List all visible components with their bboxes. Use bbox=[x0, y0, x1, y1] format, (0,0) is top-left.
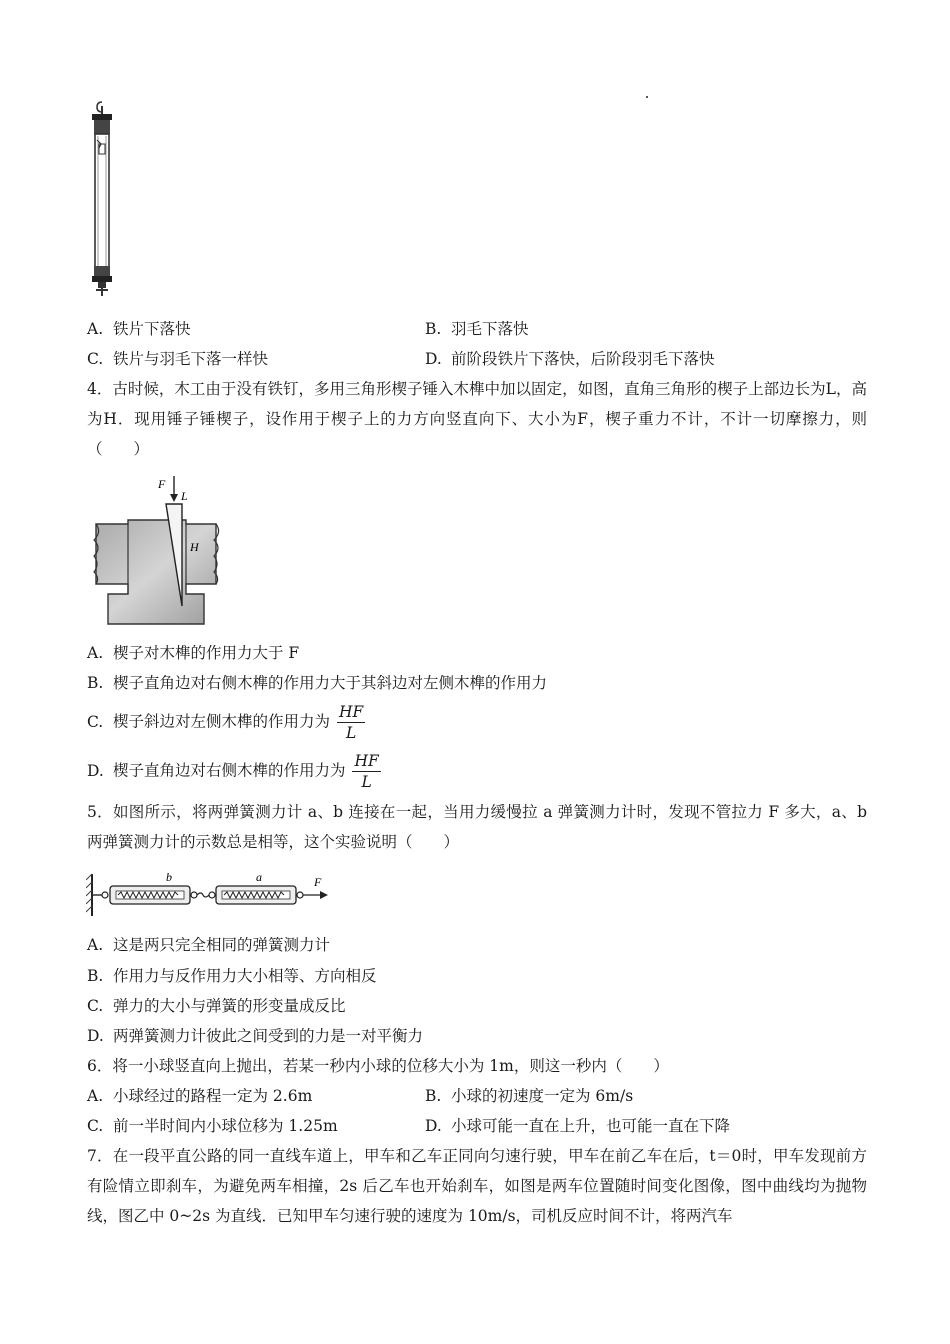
q4-option-c: C. 楔子斜边对左侧木榫的作用力为 $\frac{HF}{L}$ bbox=[87, 703, 364, 742]
spring-scales-figure bbox=[86, 868, 331, 920]
wedge-force-label: F bbox=[158, 477, 166, 491]
q3-option-a: A. 铁片下落快 bbox=[87, 320, 191, 338]
q5-question-text: 5．如图所示，将两弹簧测力计 a、b 连接在一起，当用力缓慢拉 a 弹簧测力计时，发现不管拉力 F 多大，a、b 两弹簧测力计的示数总是相等，这个实验说明（ ） bbox=[87, 803, 867, 851]
q7-question-text: 7．在一段平直公路的同一直线车道上，甲车和乙车正同向匀速行驶，甲车在前乙车在后，t＝0时，甲车发现前方有险情立即刹车，为避免两车相撞，2s 后乙车也开始刹车，如图是两车位置随时间变化图像，图中曲线均为抛物线，图乙中 0~2s 为直线．已知甲车匀速行驶的速度为 10m/s，司机反应时间不计，将两汽车 bbox=[87, 1147, 867, 1225]
q6-option-b: B. 小球的初速度一定为 6m/s bbox=[425, 1087, 634, 1105]
vacuum-tube-figure bbox=[86, 100, 122, 300]
q3-option-c: C. 铁片与羽毛下落一样快 bbox=[87, 350, 269, 368]
q6-option-d: D. 小球可能一直在上升，也可能一直在下降 bbox=[425, 1117, 731, 1135]
q4-option-d: D. 楔子直角边对右侧木榫的作用力为 $\frac{HF}{L}$ bbox=[87, 752, 379, 791]
spring-force-label: F bbox=[314, 875, 322, 889]
q5-option-b: B. 作用力与反作用力大小相等、方向相反 bbox=[87, 967, 377, 985]
q4-option-b: B. 楔子直角边对右侧木榫的作用力大于其斜边对左侧木榫的作用力 bbox=[87, 674, 548, 692]
q3-option-d: D. 前阶段铁片下落快，后阶段羽毛下落快 bbox=[425, 350, 715, 368]
fraction-hf-over-l: $\frac{HF}{L}$ bbox=[338, 703, 364, 742]
q5-option-c: C. 弹力的大小与弹簧的形变量成反比 bbox=[87, 997, 346, 1015]
q4-option-a: A. 楔子对木榫的作用力大于 F bbox=[87, 644, 300, 662]
q6-option-c: C. 前一半时间内小球位移为 1.25m bbox=[87, 1117, 338, 1135]
q4-question-text: 4．古时候，木工由于没有铁钉，多用三角形楔子锤入木榫中加以固定，如图，直角三角形的楔子上部边长为L，高为H．现用锤子锤楔子，设作用于楔子上的力方向竖直向下、大小为F，楔子重力不计，不计一切摩擦力，则（ ） bbox=[87, 380, 867, 458]
q6-question-text: 6．将一小球竖直向上抛出，若某一秒内小球的位移大小为 1m，则这一秒内（ ） bbox=[87, 1057, 669, 1075]
wedge-figure bbox=[86, 468, 226, 628]
q5-option-d: D. 两弹簧测力计彼此之间受到的力是一对平衡力 bbox=[87, 1027, 424, 1045]
stray-dot bbox=[646, 96, 648, 98]
spring-a-label: a bbox=[256, 870, 262, 884]
wedge-top-label: L bbox=[181, 489, 188, 503]
q6-option-a: A. 小球经过的路程一定为 2.6m bbox=[87, 1087, 313, 1105]
q3-option-b: B. 羽毛下落快 bbox=[425, 320, 529, 338]
q5-option-a: A. 这是两只完全相同的弹簧测力计 bbox=[87, 936, 331, 954]
spring-b-label: b bbox=[166, 870, 172, 884]
fraction-hf-over-l: $\frac{HF}{L}$ bbox=[354, 752, 379, 791]
wedge-height-label: H bbox=[190, 540, 199, 554]
